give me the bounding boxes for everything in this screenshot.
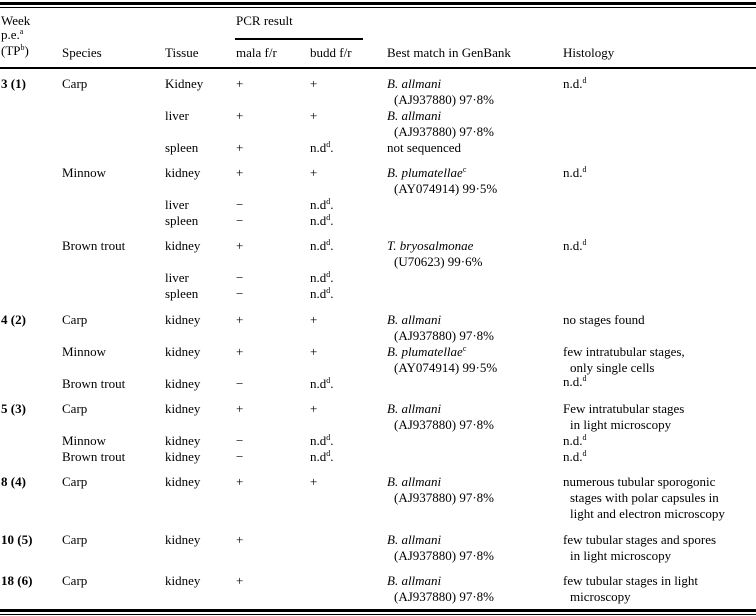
- genbank-accession: (AJ937880) 97·8%: [394, 417, 495, 432]
- species-cell: Minnow: [62, 165, 107, 180]
- tissue-cell: Kidney: [165, 76, 204, 91]
- mala-cell: +: [236, 401, 244, 416]
- genbank-accession: (AJ937880) 97·8%: [394, 490, 495, 505]
- tissue-cell: liver: [165, 270, 189, 285]
- tissue-cell: spleen: [165, 286, 199, 301]
- species-cell: Carp: [62, 312, 88, 327]
- bottom-rule-thin: [0, 614, 756, 615]
- mala-cell: −: [236, 270, 244, 285]
- mala-cell: +: [236, 140, 244, 155]
- header-pcr-result: PCR result: [236, 13, 293, 28]
- week-cell: 5 (3): [1, 401, 26, 416]
- species-cell: Carp: [62, 474, 88, 489]
- histology-cell: n.d.$^d$: [563, 374, 587, 389]
- mala-cell: +: [236, 474, 244, 489]
- budd-cell: +: [310, 108, 318, 123]
- histology-cell: Few intratubular stages: [563, 401, 685, 416]
- bottom-rule: [0, 609, 756, 612]
- budd-cell: +: [310, 401, 318, 416]
- budd-cell: $n.d^d$.: [310, 270, 334, 285]
- mala-cell: +: [236, 344, 244, 359]
- genbank-species: B. allmani: [387, 573, 442, 588]
- histology-cell: n.d.$^d$: [563, 165, 587, 180]
- genbank-species: B. allmani: [387, 76, 442, 91]
- genbank-accession: (U70623) 99·6%: [394, 254, 483, 269]
- budd-cell: $n.d^d$.: [310, 197, 334, 212]
- budd-cell: +: [310, 76, 318, 91]
- genbank-accession: (AJ937880) 97·8%: [394, 124, 495, 139]
- histology-cell: n.d.$^d$: [563, 433, 587, 448]
- header-tissue: Tissue: [165, 45, 199, 60]
- species-cell: Carp: [62, 532, 88, 547]
- tissue-cell: kidney: [165, 573, 201, 588]
- pcr-group-rule: [235, 38, 363, 40]
- histology-cell-cont: light and electron microscopy: [570, 506, 725, 521]
- tissue-cell: liver: [165, 108, 189, 123]
- histology-cell: n.d.$^d$: [563, 449, 587, 464]
- mala-cell: −: [236, 376, 244, 391]
- histology-cell: numerous tubular sporogonic: [563, 474, 716, 489]
- tissue-cell: liver: [165, 197, 189, 212]
- budd-cell: +: [310, 474, 318, 489]
- histology-cell: no stages found: [563, 312, 645, 327]
- tissue-cell: kidney: [165, 401, 201, 416]
- week-cell: 8 (4): [1, 474, 26, 489]
- budd-cell: $n.d^d$.: [310, 376, 334, 391]
- tissue-cell: kidney: [165, 165, 201, 180]
- species-cell: Minnow: [62, 344, 107, 359]
- header-mala: mala f/r: [236, 45, 277, 60]
- genbank-accession: (AY074914) 99·5%: [394, 181, 498, 196]
- tissue-cell: kidney: [165, 449, 201, 464]
- histology-cell-cont: only single cells: [570, 360, 655, 375]
- genbank-species: B. plumatellae$^c$: [387, 344, 467, 359]
- week-cell: 4 (2): [1, 312, 26, 327]
- histology-cell: few tubular stages and spores: [563, 532, 717, 547]
- histology-cell-cont: in light microscopy: [570, 548, 672, 563]
- budd-cell: $n.d^d$.: [310, 433, 334, 448]
- header-pe: p.e.$^a$: [1, 27, 24, 42]
- genbank-accession: (AJ937880) 97·8%: [394, 548, 495, 563]
- genbank-species: B. allmani: [387, 532, 442, 547]
- tissue-cell: kidney: [165, 474, 201, 489]
- histology-cell: few tubular stages in light: [563, 573, 699, 588]
- tissue-cell: kidney: [165, 344, 201, 359]
- header-week: Week: [1, 13, 31, 28]
- mala-cell: +: [236, 312, 244, 327]
- tissue-cell: spleen: [165, 213, 199, 228]
- histology-cell: few intratubular stages,: [563, 344, 685, 359]
- species-cell: Carp: [62, 401, 88, 416]
- mala-cell: −: [236, 449, 244, 464]
- genbank-accession: (AY074914) 99·5%: [394, 360, 498, 375]
- mala-cell: +: [236, 108, 244, 123]
- header-histology: Histology: [563, 45, 615, 60]
- header-rule: [0, 67, 756, 69]
- top-rule-thin: [0, 7, 756, 8]
- mala-cell: −: [236, 433, 244, 448]
- week-cell: 3 (1): [1, 76, 26, 91]
- species-cell: Minnow: [62, 433, 107, 448]
- histology-cell-cont: microscopy: [570, 589, 631, 604]
- tissue-cell: kidney: [165, 433, 201, 448]
- genbank-accession: (AJ937880) 97·8%: [394, 589, 495, 604]
- mala-cell: +: [236, 76, 244, 91]
- genbank-species: B. allmani: [387, 312, 442, 327]
- species-cell: Brown trout: [62, 449, 126, 464]
- mala-cell: +: [236, 238, 244, 253]
- tissue-cell: kidney: [165, 312, 201, 327]
- mala-cell: −: [236, 213, 244, 228]
- header-species: Species: [62, 45, 102, 60]
- genbank-species: B. plumatellae$^c$: [387, 165, 467, 180]
- genbank-species: T. bryosalmonae: [387, 238, 474, 253]
- histology-cell-cont: in light microscopy: [570, 417, 672, 432]
- genbank-species: not sequenced: [387, 140, 462, 155]
- header-budd: budd f/r: [310, 45, 352, 60]
- histology-cell: n.d.$^d$: [563, 238, 587, 253]
- tissue-cell: kidney: [165, 238, 201, 253]
- mala-cell: −: [236, 197, 244, 212]
- genbank-species: B. allmani: [387, 108, 442, 123]
- budd-cell: $n.d^d$.: [310, 140, 334, 155]
- genbank-accession: (AJ937880) 97·8%: [394, 328, 495, 343]
- mala-cell: −: [236, 286, 244, 301]
- tissue-cell: spleen: [165, 140, 199, 155]
- genbank-accession: (AJ937880) 97·8%: [394, 92, 495, 107]
- mala-cell: +: [236, 165, 244, 180]
- genbank-species: B. allmani: [387, 474, 442, 489]
- budd-cell: +: [310, 344, 318, 359]
- budd-cell: $n.d^d$.: [310, 213, 334, 228]
- budd-cell: +: [310, 165, 318, 180]
- budd-cell: +: [310, 312, 318, 327]
- mala-cell: +: [236, 573, 244, 588]
- species-cell: Brown trout: [62, 376, 126, 391]
- header-genbank: Best match in GenBank: [387, 45, 511, 60]
- top-rule: [0, 2, 756, 5]
- histology-cell-cont: stages with polar capsules in: [570, 490, 719, 505]
- histology-cell: n.d.$^d$: [563, 76, 587, 91]
- budd-cell: $n.d^d$.: [310, 286, 334, 301]
- species-cell: Brown trout: [62, 238, 126, 253]
- header-tp: $(TP^b)$: [1, 43, 29, 58]
- species-cell: Carp: [62, 573, 88, 588]
- tissue-cell: kidney: [165, 532, 201, 547]
- week-cell: 10 (5): [1, 532, 33, 547]
- species-cell: Carp: [62, 76, 88, 91]
- genbank-species: B. allmani: [387, 401, 442, 416]
- tissue-cell: kidney: [165, 376, 201, 391]
- budd-cell: $n.d^d$.: [310, 449, 334, 464]
- week-cell: 18 (6): [1, 573, 33, 588]
- mala-cell: +: [236, 532, 244, 547]
- budd-cell: $n.d^d$.: [310, 238, 334, 253]
